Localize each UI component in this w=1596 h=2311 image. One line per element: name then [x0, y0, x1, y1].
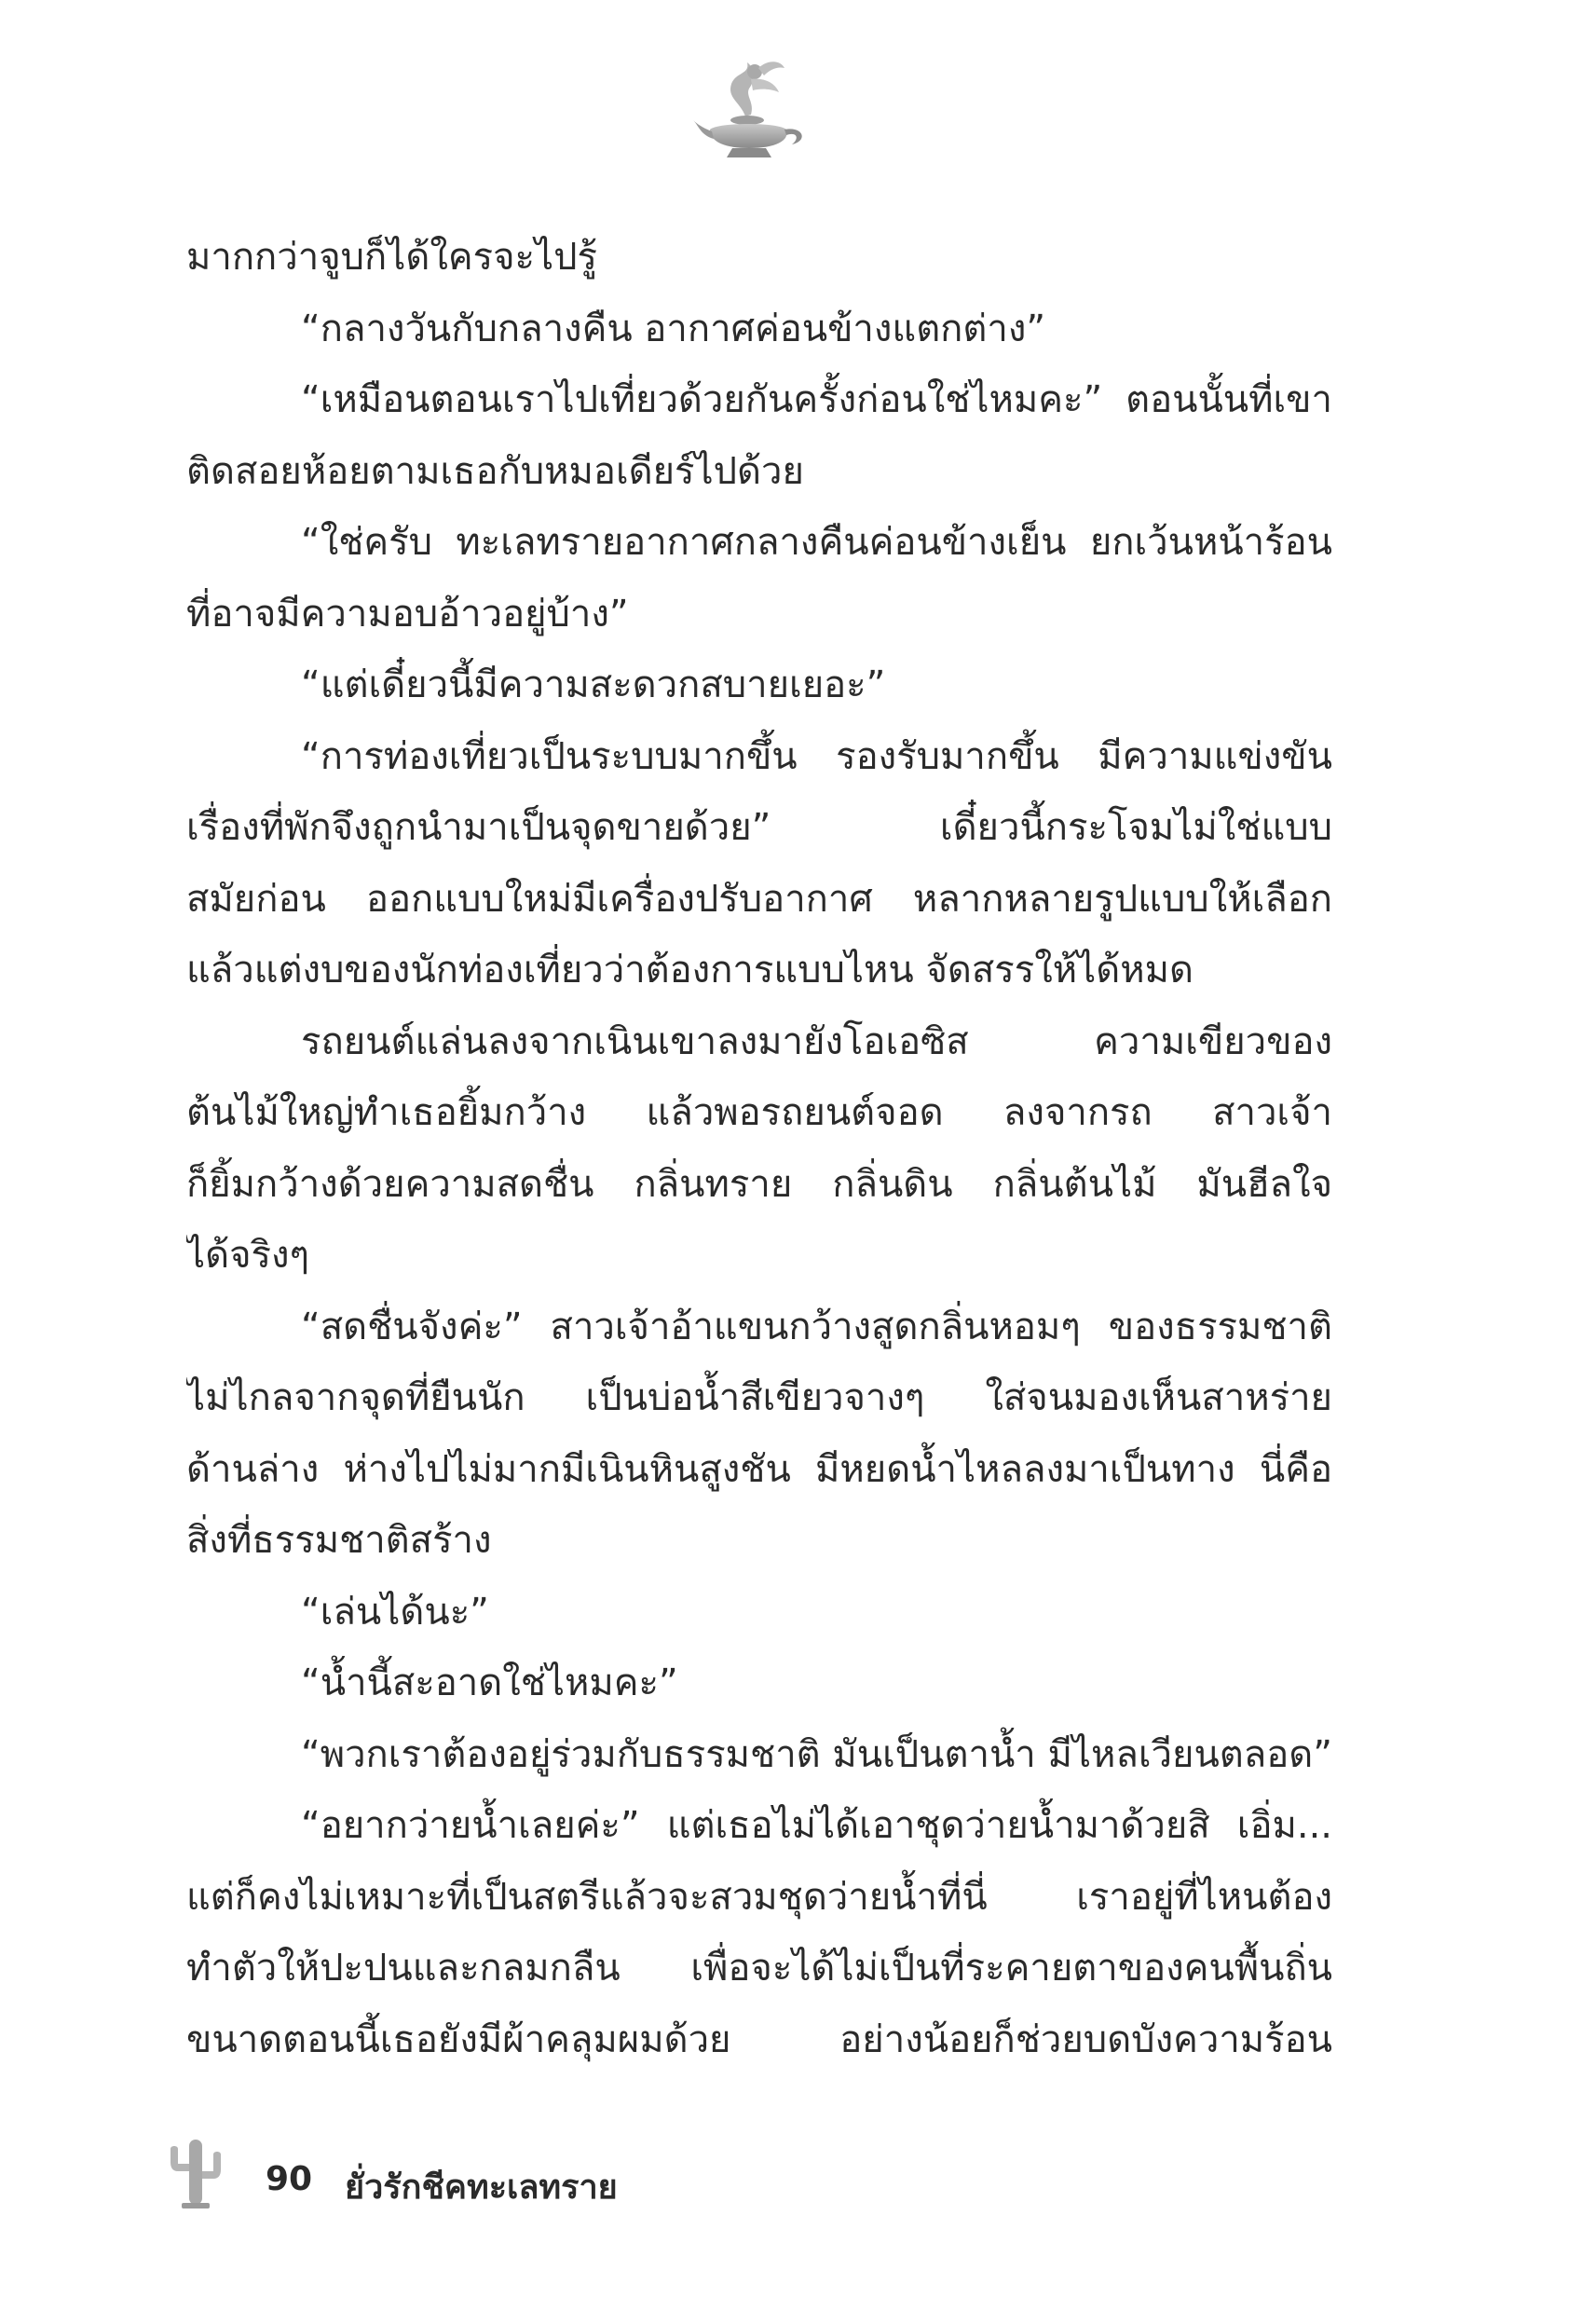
book-title: ยั่วรักชีคทะเลทราย [345, 2168, 618, 2207]
text-line: “พวกเราต้องอยู่ร่วมกับธรรมชาติ มันเป็นตาน้ำ มีไหลเวียนตลอด” [301, 1732, 1332, 1776]
text-line: ขนาดตอนนี้เธอยังมีผ้าคลุมผมด้วย อย่างน้อยก็ช่วยบดบังความร้อน [186, 2017, 1332, 2061]
cactus-icon [163, 2134, 228, 2210]
text-line: “น้ำนี้สะอาดใช่ไหมคะ” [301, 1661, 678, 1704]
text-line: “เหมือนตอนเราไปเที่ยวด้วยกันครั้งก่อนใช่ไหมคะ” ตอนนั้นที่เขา [301, 378, 1332, 421]
text-line: ที่อาจมีความอบอ้าวอยู่บ้าง” [186, 592, 629, 636]
text-line: “เล่นได้นะ” [301, 1590, 489, 1634]
text-line: “อยากว่ายน้ำเลยค่ะ” แต่เธอไม่ได้เอาชุดว่ายน้ำมาด้วยสิ เอิ่ม... [301, 1804, 1332, 1847]
text-line: ด้านล่าง ห่างไปไม่มากมีเนินหินสูงชัน มีหยดน้ำไหลลงมาเป็นทาง นี่คือ [186, 1447, 1332, 1491]
text-line: ได้จริงๆ [186, 1234, 310, 1277]
text-line: ต้นไม้ใหญ่ทำเธอยิ้มกว้าง แล้วพอรถยนต์จอด ลงจากรถ สาวเจ้า [186, 1091, 1332, 1134]
text-line: รถยนต์แล่นลงจากเนินเขาลงมายังโอเอซิส ความเขียวของ [301, 1019, 1332, 1063]
body-text [186, 222, 1332, 2075]
text-line: สมัยก่อน ออกแบบใหม่มีเครื่องปรับอากาศ หลากหลายรูปแบบให้เลือก [186, 877, 1332, 921]
text-line: “ใช่ครับ ทะเลทรายอากาศกลางคืนค่อนข้างเย็น ยกเว้นหน้าร้อน [301, 521, 1332, 564]
text-line: “แต่เดี๋ยวนี้มีความสะดวกสบายเยอะ” [301, 663, 886, 706]
page-footer [163, 2134, 815, 2218]
text-line: มากกว่าจูบก็ได้ใครจะไปรู้ [186, 236, 598, 279]
text-line: แล้วแต่งบของนักท่องเที่ยวว่าต้องการแบบไหน จัดสรรให้ได้หมด [186, 949, 1194, 991]
page-number: 90 [266, 2160, 313, 2198]
text-line: “การท่องเที่ยวเป็นระบบมากขึ้น รองรับมากขึ้น มีความแข่งขัน [301, 734, 1332, 778]
text-line: “กลางวันกับกลางคืน อากาศค่อนข้างแตกต่าง” [301, 307, 1046, 350]
text-line: ติดสอยห้อยตามเธอกับหมอเดียร์ไปด้วย [186, 449, 804, 493]
text-line: ทำตัวให้ปะปนและกลมกลืน เพื่อจะได้ไม่เป็นที่ระคายตาของคนพื้นถิ่น [186, 1947, 1332, 1990]
text-line: สิ่งที่ธรรมชาติสร้าง [186, 1519, 492, 1562]
genie-lamp-icon [689, 51, 820, 163]
text-line: ไม่ไกลจากจุดที่ยืนนัก เป็นบ่อน้ำสีเขียวจางๆ ใส่จนมองเห็นสาหร่าย [186, 1376, 1332, 1419]
text-line: “สดชื่นจังค่ะ” สาวเจ้าอ้าแขนกว้างสูดกลิ่นหอมๆ ของธรรมชาติ [301, 1305, 1332, 1348]
text-line: ก็ยิ้มกว้างด้วยความสดชื่น กลิ่นทราย กลิ่นดิน กลิ่นต้นไม้ มันฮีลใจ [186, 1162, 1332, 1206]
text-line: เรื่องที่พักจึงถูกนำมาเป็นจุดขายด้วย” เดี๋ยวนี้กระโจมไม่ใช่แบบ [186, 806, 1332, 849]
text-line: แต่ก็คงไม่เหมาะที่เป็นสตรีแล้วจะสวมชุดว่ายน้ำที่นี่ เราอยู่ที่ไหนต้อง [186, 1875, 1332, 1919]
